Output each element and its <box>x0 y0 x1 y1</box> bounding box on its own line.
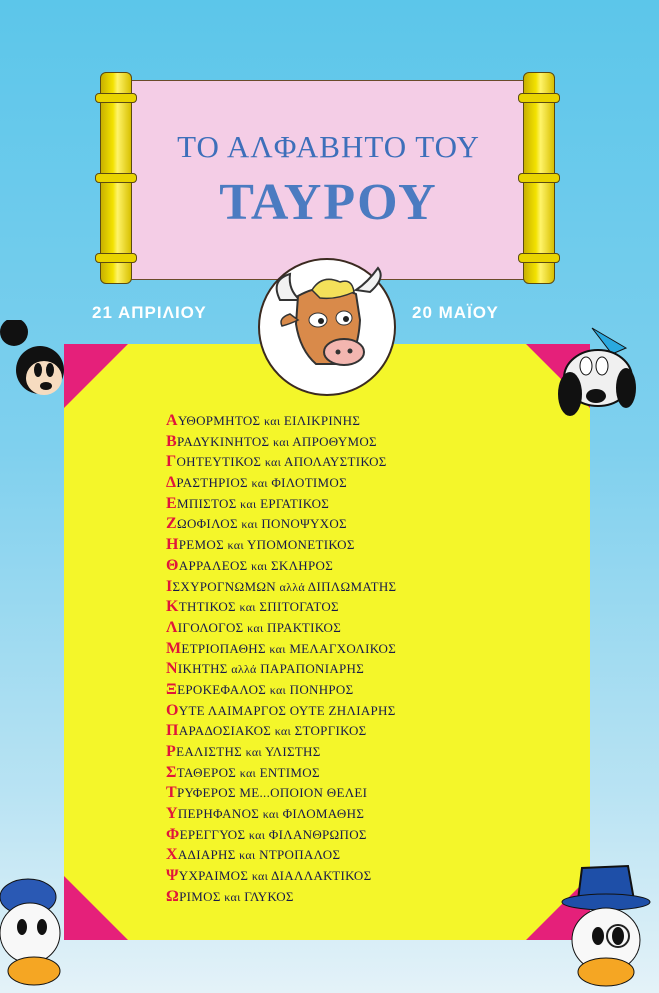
trait-word-2: ΜΕΛΑΓΧΟΛΙΚΟΣ <box>289 640 397 656</box>
trait-word-1: ΕΡΟΚΕΦΑΛΟΣ <box>177 681 267 697</box>
trait-word-2: ΑΠΡΟΘΥΜΟΣ <box>292 433 377 449</box>
trait-word-2: ΔΙΑΛΛΑΚΤΙΚΟΣ <box>271 868 372 884</box>
list-item <box>166 804 396 825</box>
initial-letter: Σ <box>166 763 177 781</box>
initial-letter: Φ <box>166 825 180 843</box>
trait-word-2: ΣΚΛΗΡΟΣ <box>271 557 334 573</box>
initial-letter: Ο <box>166 701 179 719</box>
trait-word-1: ΤΑΘΕΡΟΣ <box>176 764 237 780</box>
trait-word-1: ΥΘΟΡΜΗΤΟΣ <box>177 413 261 428</box>
initial-letter: Π <box>166 722 179 740</box>
connector-word: και <box>239 848 256 863</box>
list-item <box>166 845 396 866</box>
trait-word-1: ΜΠΙΣΤΟΣ <box>176 495 237 511</box>
trait-word-2: ΠΑΡΑΠΟΝΙΑΡΗΣ <box>260 661 365 677</box>
list-item <box>166 763 396 784</box>
trait-word-2: ΑΠΟΛΑΥΣΤΙΚΟΣ <box>284 454 387 470</box>
trait-word-2: ΦΙΛΑΝΘΡΩΠΟΣ <box>268 826 367 842</box>
initial-letter: Α <box>166 412 178 429</box>
initial-letter: Η <box>166 536 179 554</box>
connector-word: και <box>262 807 280 822</box>
list-item <box>166 680 396 701</box>
trait-word-1: ΤΗΤΙΚΟΣ <box>178 599 236 615</box>
scroll-roll-left <box>100 72 132 284</box>
list-item <box>166 514 396 535</box>
connector-word: και <box>269 682 287 697</box>
connector-word: και <box>224 889 241 904</box>
connector-word: και <box>240 496 257 511</box>
trait-word-1: ΥΧΡΑΙΜΟΣ <box>178 868 249 884</box>
connector-word: και <box>227 538 244 553</box>
connector-word: αλλά <box>231 662 257 677</box>
initial-letter: Υ <box>166 805 178 823</box>
connector-word: και <box>247 620 264 635</box>
trait-word-1: ΑΔΙΑΡΗΣ <box>177 847 236 863</box>
list-item <box>166 452 396 473</box>
trait-word-2: ΥΠΟΜΟΝΕΤΙΚΟΣ <box>246 537 355 553</box>
initial-letter: Λ <box>166 618 178 636</box>
trait-word-2: ΔΙΠΛΩΜΑΤΗΣ <box>307 578 397 594</box>
trait-word-1: ΥΤΕ ΛΑΙΜΑΡΓΟΣ ΟΥΤΕ ΖΗΛΙΑΡΗΣ <box>178 702 396 718</box>
title-line-2: ΤΑΥΡΟΥ <box>219 174 438 231</box>
trait-word-1: ΕΑΛΙΣΤΗΣ <box>176 744 243 759</box>
initial-letter: Ξ <box>166 680 178 698</box>
trait-word-1: ΟΗΤΕΥΤΙΚΟΣ <box>176 454 262 470</box>
list-item <box>166 494 396 515</box>
connector-word: και <box>264 455 282 470</box>
initial-letter: Μ <box>166 639 182 657</box>
trait-word-1: ΣΧΥΡΟΓΝΩΜΩΝ <box>172 578 276 594</box>
trait-word-2: ΣΠΙΤΟΓΑΤΟΣ <box>259 599 339 615</box>
initial-letter: Θ <box>166 556 179 574</box>
date-start: 21 ΑΠΡΙΛΙΟΥ <box>92 303 207 322</box>
scroll-paper <box>118 80 539 280</box>
trait-word-2: ΠΟΝΟΨΥΧΟΣ <box>261 516 347 532</box>
trait-word-2: ΠΟΝΗΡΟΣ <box>289 681 354 697</box>
list-item <box>166 597 396 618</box>
list-item <box>166 866 396 887</box>
list-item <box>166 577 396 598</box>
connector-word: και <box>248 827 266 842</box>
list-item <box>166 411 396 432</box>
trait-word-1: ΕΤΡΙΟΠΑΘΗΣ <box>181 640 266 656</box>
goofy-icon <box>530 318 659 438</box>
connector-word: και <box>239 600 256 615</box>
trait-word-2: ΣΤΟΡΓΙΚΟΣ <box>294 723 367 739</box>
trait-word-1: ΑΡΡΑΛΕΟΣ <box>178 557 248 573</box>
mickey-mouse-icon <box>0 320 70 400</box>
list-item <box>166 556 396 577</box>
list-item <box>166 618 396 639</box>
list-item <box>166 432 396 453</box>
donald-duck-icon <box>0 875 76 993</box>
trait-word-2: ΦΙΛΟΜΑΘΗΣ <box>282 806 365 822</box>
list-item <box>166 659 396 680</box>
connector-word: και <box>251 558 268 573</box>
trait-word-2: ΠΡΑΚΤΙΚΟΣ <box>267 619 342 635</box>
initial-letter: Χ <box>166 846 178 864</box>
connector-word: και <box>263 414 281 428</box>
list-item <box>166 473 396 494</box>
title-line-1: ΤΟ ΑΛΦΑΒΗΤΟ ΤΟΥ <box>177 129 480 164</box>
trait-word-2: ΥΛΙΣΤΗΣ <box>265 744 321 759</box>
initial-letter: Β <box>166 432 177 450</box>
connector-word: και <box>241 517 258 532</box>
trait-word-1: ΡΕΜΟΣ <box>178 537 224 553</box>
connector-word: αλλά <box>279 579 305 594</box>
trait-word-2: ΝΤΡΟΠΑΛΟΣ <box>259 847 341 863</box>
list-item <box>166 783 396 804</box>
trait-word-2: ΕΡΓΑΤΙΚΟΣ <box>260 495 330 511</box>
initial-letter: Ζ <box>166 515 177 533</box>
initial-letter: Κ <box>166 598 179 616</box>
trait-word-1: ΡΙΜΟΣ <box>179 888 221 904</box>
trait-word-1: ΑΡΑΔΟΣΙΑΚΟΣ <box>178 723 272 739</box>
connector-word: και <box>245 745 262 759</box>
initial-letter: Ι <box>166 577 173 595</box>
date-end: 20 ΜΑΪΟΥ <box>412 303 499 322</box>
trait-word-2: ΕΝΤΙΜΟΣ <box>259 764 320 780</box>
initial-letter: Δ <box>166 474 177 492</box>
trait-word-2: ΓΛΥΚΟΣ <box>244 888 294 904</box>
bull-head-icon <box>260 260 394 394</box>
alphabet-list <box>166 411 396 908</box>
scroll-roll-right <box>523 72 555 284</box>
trait-word-2: ΕΙΛΙΚΡΙΝΗΣ <box>283 413 361 428</box>
title-scroll <box>100 72 555 282</box>
list-item <box>166 535 396 556</box>
initial-letter: Ω <box>166 887 180 905</box>
trait-word-1: ΡΑΔΥΚΙΝΗΤΟΣ <box>176 433 270 449</box>
connector-word: και <box>239 765 257 780</box>
trait-word-1: ΩΟΦΙΛΟΣ <box>176 516 238 532</box>
initial-letter: Γ <box>166 453 177 471</box>
initial-letter: Ρ <box>166 743 177 760</box>
list-item <box>166 825 396 846</box>
corner-decoration <box>64 344 128 408</box>
scrooge-mcduck-icon <box>548 860 659 993</box>
initial-letter: Ν <box>166 660 178 678</box>
list-item <box>166 721 396 742</box>
connector-word: και <box>269 641 286 656</box>
connector-word: και <box>274 724 292 739</box>
connector-word: και <box>272 434 290 449</box>
list-item <box>166 639 396 660</box>
trait-word-1: ΡΑΣΤΗΡΙΟΣ <box>176 475 248 491</box>
trait-word-1: ΙΚΗΤΗΣ <box>177 661 228 677</box>
initial-letter: Ε <box>166 494 177 512</box>
trait-word-1: ΠΕΡΗΦΑΝΟΣ <box>177 806 260 822</box>
list-item <box>166 742 396 763</box>
connector-word: και <box>251 869 269 884</box>
trait-word-1: ΙΓΟΛΟΓΟΣ <box>177 619 244 635</box>
connector-word: και <box>251 476 268 491</box>
trait-word-1: ΕΡΕΓΓΥΟΣ <box>179 826 246 842</box>
trait-word-2: ΦΙΛΟΤΙΜΟΣ <box>271 475 347 491</box>
trait-word-1: ΡΥΦΕΡΟΣ ΜΕ...ΟΠΟΙΟΝ ΘΕΛΕΙ <box>176 785 368 801</box>
initial-letter: Τ <box>166 784 177 802</box>
list-item <box>166 887 396 908</box>
list-item <box>166 701 396 722</box>
medallion <box>258 258 396 396</box>
initial-letter: Ψ <box>166 867 179 885</box>
